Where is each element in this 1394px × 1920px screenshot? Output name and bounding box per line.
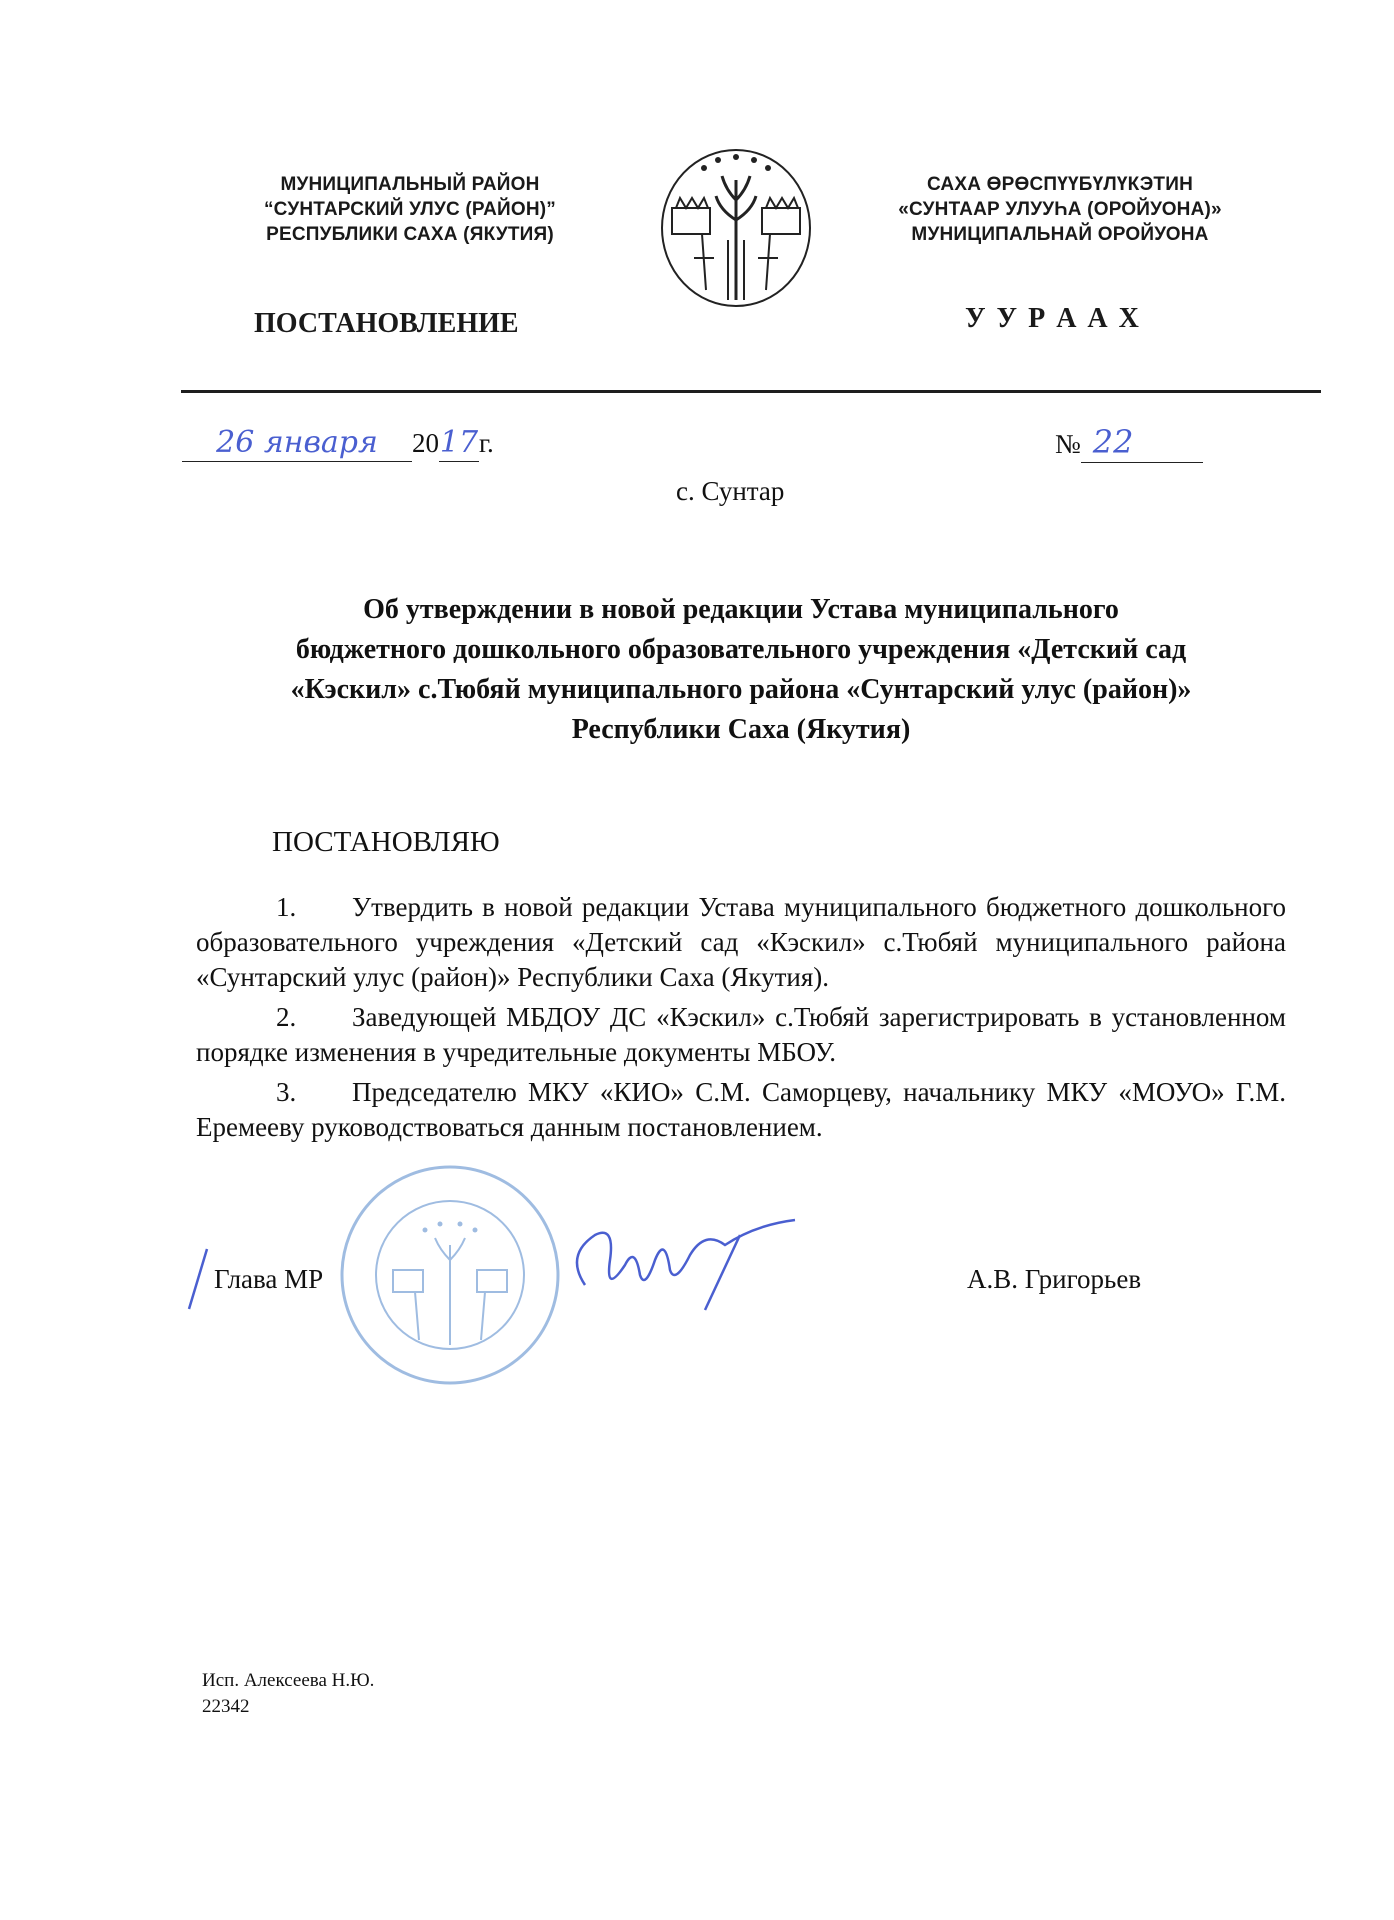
header-right-line: МУНИЦИПАЛЬНАЙ ОРОЙУОНА <box>911 224 1209 245</box>
title-line: «Кэскил» с.Тюбяй муниципального района «Сунтарский улус (район)» <box>290 674 1192 705</box>
document-title <box>196 590 1286 750</box>
number-line <box>1055 425 1203 463</box>
doc-type-left: ПОСТАНОВЛЕНИЕ <box>254 308 519 339</box>
title-line: Республики Саха (Якутия) <box>571 714 911 745</box>
year-suffix: г. <box>479 428 494 458</box>
handwritten-signature <box>555 1215 815 1315</box>
year-handwritten: 17 <box>439 425 479 460</box>
header-left <box>200 172 620 247</box>
title-line: Об утверждении в новой редакции Устава муниципального <box>363 594 1119 625</box>
official-stamp <box>335 1160 565 1390</box>
item-number: 3. <box>276 1077 297 1107</box>
decree-word: ПОСТАНОВЛЯЮ <box>272 826 500 858</box>
item-3 <box>196 1075 1286 1145</box>
item-1 <box>196 890 1286 995</box>
number-label: № <box>1055 429 1081 459</box>
margin-mark <box>183 1245 213 1315</box>
doc-type-right: У У Р А А Х <box>965 303 1141 334</box>
item-2 <box>196 1000 1286 1070</box>
header-left-line: МУНИЦИПАЛЬНЫЙ РАЙОН <box>280 174 540 195</box>
header-right <box>840 172 1280 247</box>
title-line: бюджетного дошкольного образовательного учреждения «Детский сад <box>295 634 1187 665</box>
footer <box>202 1668 374 1720</box>
signatory-name: А.В. Григорьев <box>967 1264 1142 1294</box>
executor: Исп. Алексеева Н.Ю. <box>202 1670 375 1691</box>
place: с. Сунтар <box>676 476 785 506</box>
item-text: Утвердить в новой редакции Устава муниципального бюджетного дошкольного образовательного учреждения «Детский сад «Кэскил» с.Тюбяй муниципального района «Сунтарский улус (район)» Республики Саха (Якутия). <box>196 892 1286 992</box>
item-number: 1. <box>276 892 297 922</box>
coat-of-arms-emblem <box>656 140 816 310</box>
date-handwritten: 26 января <box>216 425 378 460</box>
header-left-line: РЕСПУБЛИКИ САХА (ЯКУТИЯ) <box>266 224 554 245</box>
item-text: Заведующей МБДОУ ДС «Кэскил» с.Тюбяй зарегистрировать в установленном порядке изменения в учредительные документы МБОУ. <box>196 1002 1286 1067</box>
header-left-line: “СУНТАРСКИЙ УЛУС (РАЙОН)” <box>263 199 557 220</box>
phone: 22342 <box>202 1696 250 1717</box>
year-prefix: 20 <box>412 428 439 458</box>
date-line <box>182 425 494 462</box>
header-right-line: САХА ӨРӨСПҮҮБҮЛҮКЭТИН <box>926 174 1194 195</box>
header-right-line: «СУНТААР УЛУУҺА (ОРОЙУОНА)» <box>898 199 1222 220</box>
item-number: 2. <box>276 1002 297 1032</box>
item-text: Председателю МКУ «КИО» С.М. Саморцеву, начальнику МКУ «МОУО» Г.М. Еремееву руководствоваться данным постановлением. <box>196 1077 1286 1142</box>
header-divider <box>181 390 1321 393</box>
number-handwritten: 22 <box>1092 423 1134 461</box>
signature-position: Глава МР <box>214 1264 324 1294</box>
